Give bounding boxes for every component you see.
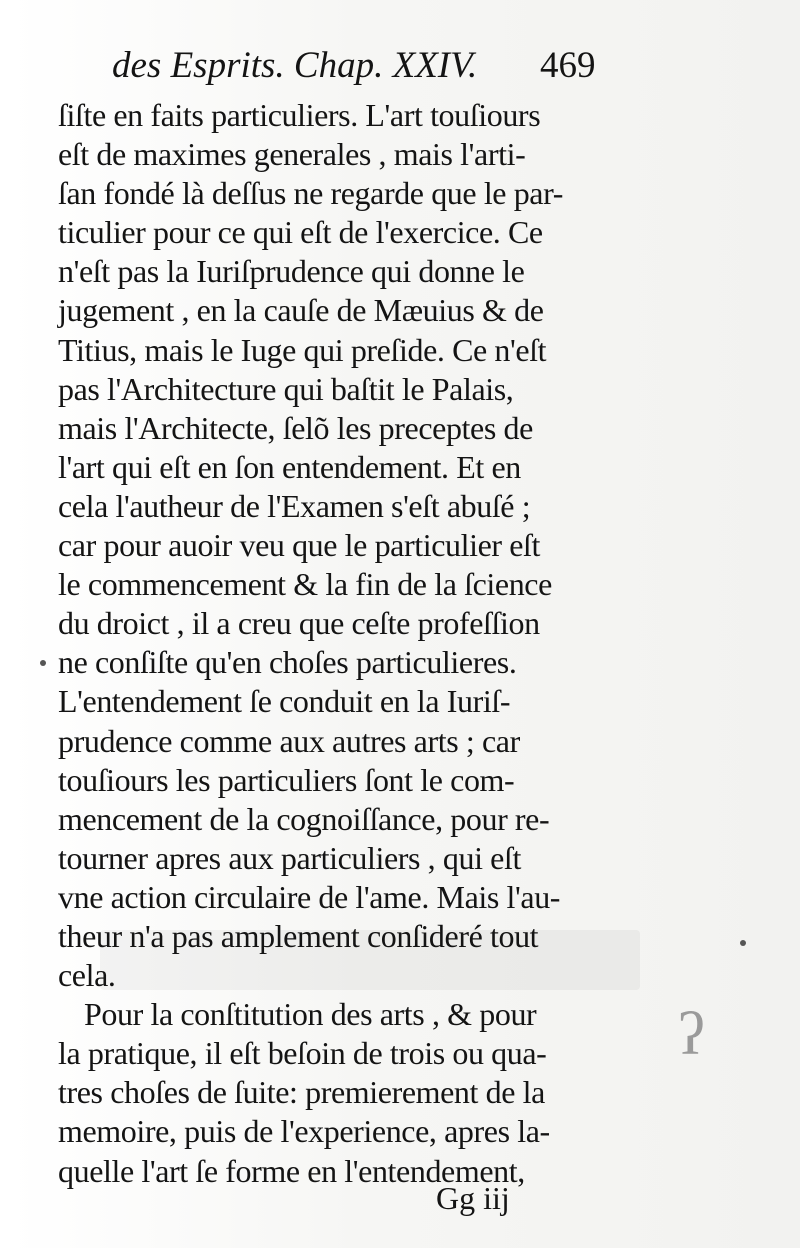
text-line: quelle l'art ſe forme en l'entendement, — [58, 1152, 525, 1189]
text-line: cela. — [58, 957, 116, 994]
text-line: ne conſiſte qu'en choſes particulieres. — [58, 644, 517, 681]
text-line: touſiours les particuliers ſont le com- — [58, 761, 515, 798]
text-line: pas l'Architecture qui baſtit le Palais, — [58, 370, 514, 407]
paragraph-start-line: Pour la conſtitution des arts , & pour — [84, 996, 537, 1033]
running-title: des Esprits. Chap. XXIV. — [112, 45, 478, 86]
ink-speck — [740, 940, 746, 946]
text-line: le commencement & la fin de la ſcience — [58, 566, 552, 603]
text-line: n'eſt pas la Iuriſprudence qui donne le — [58, 253, 525, 290]
text-line: ſiſte en faits particuliers. L'art touſiours — [58, 97, 541, 133]
text-line: la pratique, il eſt beſoin de trois ou qua- — [58, 1035, 547, 1072]
text-line: vne action circulaire de l'ame. Mais l'au- — [58, 878, 561, 915]
text-line: cela l'autheur de l'Examen s'eſt abuſé ; — [58, 487, 531, 524]
text-line: theur n'a pas amplement conſideré tout — [58, 917, 539, 954]
text-line: eſt de maximes generales , mais l'arti- — [58, 136, 526, 173]
text-line: mais l'Architecte, ſelõ les preceptes de — [58, 409, 533, 446]
text-line: car pour auoir veu que le particulier eſt — [58, 527, 541, 564]
text-line: Titius, mais le Iuge qui preſide. Ce n'eſt — [58, 331, 547, 368]
ink-speck — [40, 660, 46, 666]
margin-mark: ʔ — [678, 1001, 705, 1067]
text-line: L'entendement ſe conduit en la Iuriſ- — [58, 683, 511, 720]
signature-mark: Gg iij — [436, 1180, 510, 1216]
text-line: l'art qui eſt en ſon entendement. Et en — [58, 448, 521, 485]
body-text — [58, 96, 628, 1191]
running-header — [112, 44, 612, 94]
text-line: du droict , il a creu que ceſte profeſſion — [58, 605, 540, 642]
text-line: tourner apres aux particuliers , qui eſt — [58, 839, 521, 876]
page-left-edge — [0, 0, 10, 1248]
text-line: prudence comme aux autres arts ; car — [58, 722, 520, 759]
page-number: 469 — [540, 45, 596, 86]
text-line: tres choſes de ſuite: premierement de la — [58, 1074, 545, 1111]
text-line: ticulier pour ce qui eſt de l'exercice. Ce — [58, 214, 543, 251]
text-line: memoire, puis de l'experience, apres la- — [58, 1113, 550, 1150]
text-line: ſan fondé là deſſus ne regarde que le par- — [58, 175, 563, 212]
text-line: mencement de la cognoiſſance, pour re- — [58, 800, 550, 837]
text-line: jugement , en la cauſe de Mæuius & de — [58, 292, 544, 329]
